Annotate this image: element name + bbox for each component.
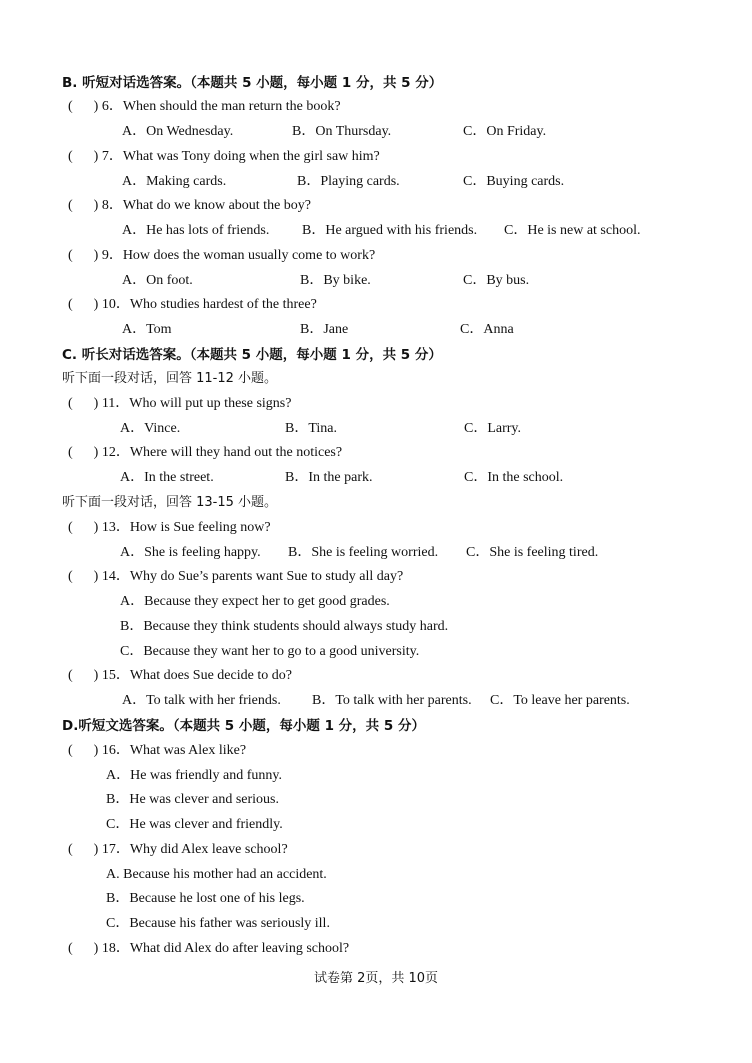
question-9-option-c: C．By bus.: [463, 273, 530, 288]
section-c-note-2: 听下面一段对话，回答 13-15 小题。: [62, 495, 278, 510]
question-6-stem: ( ) 6．When should the man return the book?: [68, 99, 341, 114]
question-13-option-c: C．She is feeling tired.: [466, 545, 599, 560]
question-12-option-a: A．In the street.: [120, 470, 214, 485]
question-6-option-a: A．On Wednesday.: [122, 124, 234, 139]
question-14-option-a: A．Because they expect her to get good grades.: [120, 594, 390, 609]
question-14-option-b: B．Because they think students should always study hard.: [120, 619, 449, 634]
question-18-stem: ( ) 18．What did Alex do after leaving school?: [68, 941, 350, 956]
question-10-option-c: C．Anna: [460, 322, 514, 337]
question-15-option-a: A．To talk with her friends.: [122, 693, 281, 708]
question-12-option-c: C．In the school.: [464, 470, 564, 485]
page-footer: 试卷第 2页，共 10页: [313, 971, 439, 986]
question-6-option-b: B．On Thursday.: [292, 124, 392, 139]
question-16-stem: ( ) 16．What was Alex like?: [68, 743, 247, 758]
question-9-option-a: A．On foot.: [122, 273, 193, 288]
question-7-option-c: C．Buying cards.: [463, 174, 565, 189]
question-11-option-a: A．Vince.: [120, 421, 181, 436]
question-15-option-b: B．To talk with her parents.: [312, 693, 472, 708]
question-17-option-b: B．Because he lost one of his legs.: [106, 891, 305, 906]
question-7-option-b: B．Playing cards.: [297, 174, 400, 189]
question-16-option-a: A．He was friendly and funny.: [106, 768, 282, 783]
question-10-option-a: A．Tom: [122, 322, 172, 337]
question-13-option-b: B．She is feeling worried.: [288, 545, 439, 560]
question-16-option-c: C．He was clever and friendly.: [106, 817, 283, 832]
question-9-option-b: B．By bike.: [300, 273, 371, 288]
question-7-option-a: A．Making cards.: [122, 174, 227, 189]
question-17-stem: ( ) 17．Why did Alex leave school?: [68, 842, 288, 857]
question-8-option-a: A．He has lots of friends.: [122, 223, 270, 238]
question-8-option-c: C．He is new at school.: [504, 223, 641, 238]
section-c-note-1: 听下面一段对话，回答 11-12 小题。: [62, 371, 278, 386]
question-14-stem: ( ) 14．Why do Sue’s parents want Sue to study all day?: [68, 569, 404, 584]
question-17-option-a: A. Because his mother had an accident.: [106, 867, 327, 882]
question-10-stem: ( ) 10．Who studies hardest of the three?: [68, 297, 317, 312]
question-10-option-b: B．Jane: [300, 322, 349, 337]
question-8-stem: ( ) 8．What do we know about the boy?: [68, 198, 311, 213]
question-15-stem: ( ) 15．What does Sue decide to do?: [68, 668, 292, 683]
section-c-heading: C. 听长对话选答案。（本题共 5 小题，每小题 1 分，共 5 分）: [62, 347, 442, 363]
question-16-option-b: B．He was clever and serious.: [106, 792, 280, 807]
question-14-option-c: C．Because they want her to go to a good university.: [120, 644, 420, 659]
section-b-heading: B. 听短对话选答案。（本题共 5 小题，每小题 1 分，共 5 分）: [62, 75, 443, 91]
question-13-option-a: A．She is feeling happy.: [120, 545, 261, 560]
question-11-option-b: B．Tina.: [285, 421, 338, 436]
question-11-option-c: C．Larry.: [464, 421, 522, 436]
question-6-option-c: C．On Friday.: [463, 124, 547, 139]
question-9-stem: ( ) 9．How does the woman usually come to work?: [68, 248, 376, 263]
question-8-option-b: B．He argued with his friends.: [302, 223, 478, 238]
section-d-heading: D.听短文选答案。（本题共 5 小题，每小题 1 分，共 5 分）: [62, 718, 425, 734]
question-12-option-b: B．In the park.: [285, 470, 373, 485]
question-12-stem: ( ) 12．Where will they hand out the notices?: [68, 445, 343, 460]
question-13-stem: ( ) 13．How is Sue feeling now?: [68, 520, 271, 535]
question-11-stem: ( ) 11．Who will put up these signs?: [68, 396, 292, 411]
question-17-option-c: C．Because his father was seriously ill.: [106, 916, 330, 931]
question-7-stem: ( ) 7．What was Tony doing when the girl saw him?: [68, 149, 380, 164]
question-15-option-c: C．To leave her parents.: [490, 693, 630, 708]
